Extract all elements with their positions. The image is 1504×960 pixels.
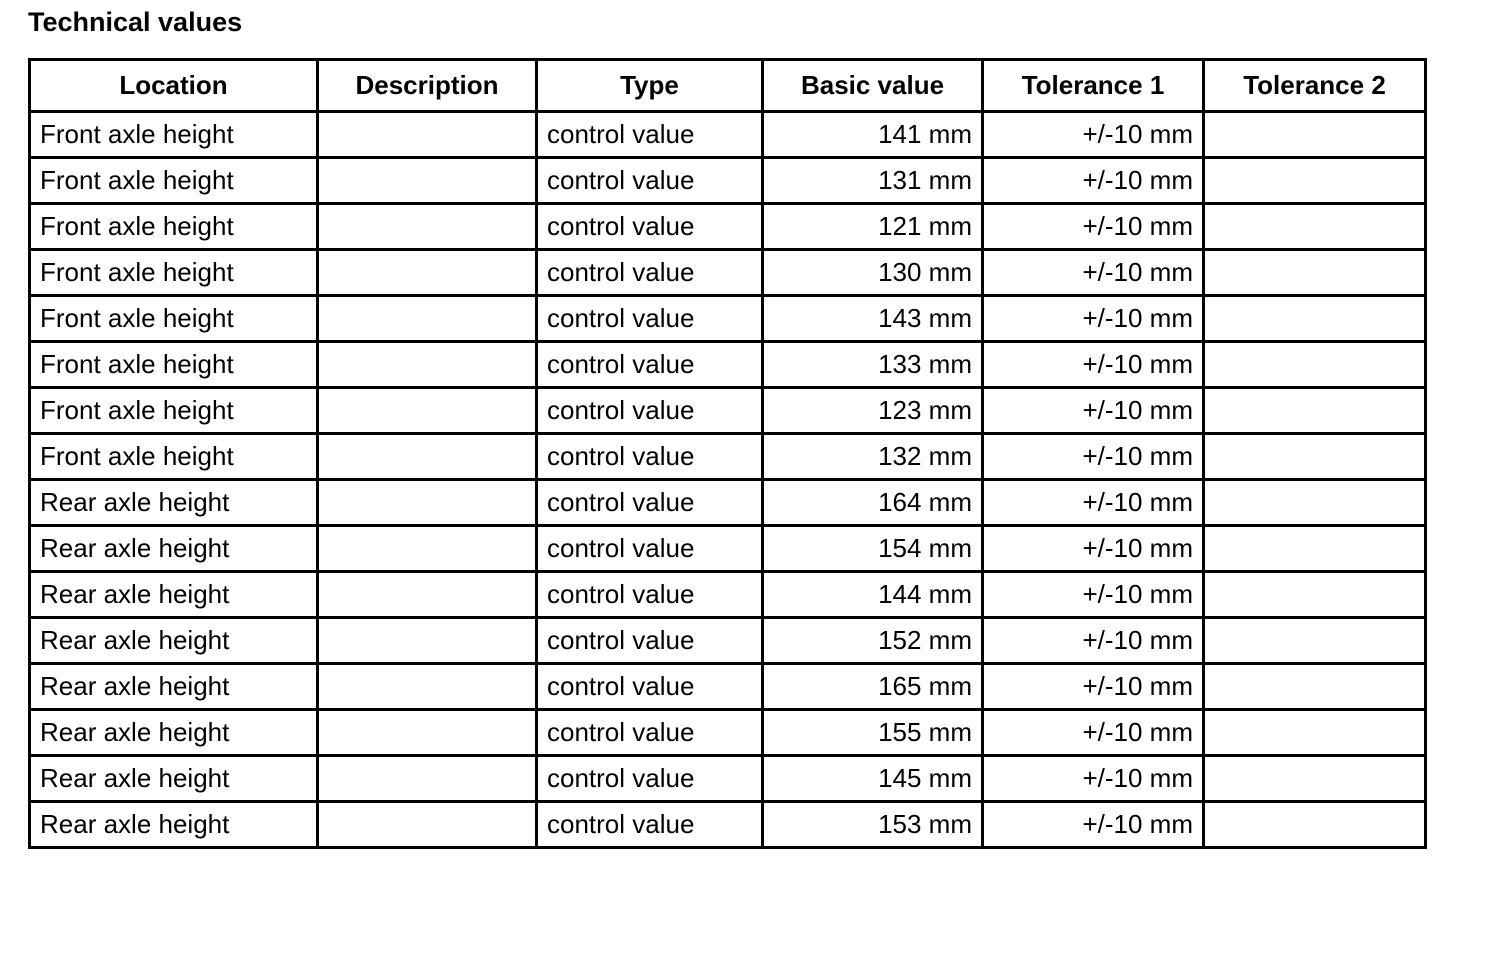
cell-description — [318, 388, 537, 434]
cell-tolerance-2 — [1204, 158, 1426, 204]
cell-location: Rear axle height — [30, 710, 318, 756]
cell-location: Rear axle height — [30, 572, 318, 618]
cell-description — [318, 112, 537, 158]
table-row — [30, 342, 1426, 388]
table-row — [30, 802, 1426, 848]
cell-description — [318, 756, 537, 802]
cell-location: Front axle height — [30, 158, 318, 204]
cell-tolerance-1: +/-10 mm — [983, 710, 1204, 756]
cell-tolerance-1: +/-10 mm — [983, 802, 1204, 848]
cell-tolerance-2 — [1204, 480, 1426, 526]
cell-location: Rear axle height — [30, 526, 318, 572]
cell-tolerance-1: +/-10 mm — [983, 342, 1204, 388]
cell-tolerance-2 — [1204, 434, 1426, 480]
cell-tolerance-1: +/-10 mm — [983, 250, 1204, 296]
table-row — [30, 434, 1426, 480]
table-row — [30, 158, 1426, 204]
table-row — [30, 388, 1426, 434]
table-row — [30, 710, 1426, 756]
column-header-location: Location — [30, 60, 318, 112]
cell-type: control value — [537, 756, 763, 802]
cell-tolerance-2 — [1204, 526, 1426, 572]
cell-tolerance-2 — [1204, 710, 1426, 756]
cell-basic-value: 144 mm — [763, 572, 983, 618]
cell-tolerance-2 — [1204, 204, 1426, 250]
cell-tolerance-1: +/-10 mm — [983, 204, 1204, 250]
cell-tolerance-1: +/-10 mm — [983, 388, 1204, 434]
column-header-tolerance-2: Tolerance 2 — [1204, 60, 1426, 112]
cell-type: control value — [537, 572, 763, 618]
table-row — [30, 250, 1426, 296]
cell-type: control value — [537, 342, 763, 388]
cell-location: Front axle height — [30, 250, 318, 296]
cell-location: Rear axle height — [30, 480, 318, 526]
cell-basic-value: 164 mm — [763, 480, 983, 526]
column-header-basic-value: Basic value — [763, 60, 983, 112]
cell-location: Rear axle height — [30, 664, 318, 710]
cell-tolerance-1: +/-10 mm — [983, 618, 1204, 664]
cell-location: Front axle height — [30, 204, 318, 250]
cell-tolerance-1: +/-10 mm — [983, 434, 1204, 480]
cell-type: control value — [537, 802, 763, 848]
cell-tolerance-1: +/-10 mm — [983, 526, 1204, 572]
table-row — [30, 664, 1426, 710]
cell-basic-value: 130 mm — [763, 250, 983, 296]
cell-location: Front axle height — [30, 388, 318, 434]
cell-basic-value: 154 mm — [763, 526, 983, 572]
cell-basic-value: 131 mm — [763, 158, 983, 204]
cell-tolerance-2 — [1204, 756, 1426, 802]
cell-type: control value — [537, 388, 763, 434]
cell-description — [318, 204, 537, 250]
cell-tolerance-1: +/-10 mm — [983, 572, 1204, 618]
cell-location: Front axle height — [30, 342, 318, 388]
cell-description — [318, 250, 537, 296]
cell-tolerance-2 — [1204, 250, 1426, 296]
table-row — [30, 756, 1426, 802]
column-header-tolerance-1: Tolerance 1 — [983, 60, 1204, 112]
cell-description — [318, 710, 537, 756]
cell-type: control value — [537, 618, 763, 664]
cell-description — [318, 664, 537, 710]
cell-tolerance-2 — [1204, 296, 1426, 342]
table-row — [30, 618, 1426, 664]
cell-description — [318, 158, 537, 204]
cell-tolerance-1: +/-10 mm — [983, 112, 1204, 158]
cell-description — [318, 342, 537, 388]
cell-basic-value: 121 mm — [763, 204, 983, 250]
cell-type: control value — [537, 112, 763, 158]
cell-description — [318, 618, 537, 664]
cell-basic-value: 133 mm — [763, 342, 983, 388]
cell-type: control value — [537, 204, 763, 250]
cell-tolerance-2 — [1204, 342, 1426, 388]
cell-location: Front axle height — [30, 434, 318, 480]
cell-basic-value: 141 mm — [763, 112, 983, 158]
cell-basic-value: 152 mm — [763, 618, 983, 664]
cell-basic-value: 123 mm — [763, 388, 983, 434]
cell-type: control value — [537, 480, 763, 526]
cell-basic-value: 153 mm — [763, 802, 983, 848]
cell-tolerance-1: +/-10 mm — [983, 664, 1204, 710]
cell-location: Front axle height — [30, 112, 318, 158]
page-title: Technical values — [28, 7, 243, 37]
cell-description — [318, 526, 537, 572]
cell-tolerance-2 — [1204, 618, 1426, 664]
cell-type: control value — [537, 434, 763, 480]
cell-description — [318, 480, 537, 526]
cell-tolerance-1: +/-10 mm — [983, 158, 1204, 204]
cell-basic-value: 165 mm — [763, 664, 983, 710]
cell-location: Rear axle height — [30, 802, 318, 848]
cell-tolerance-2 — [1204, 388, 1426, 434]
table-row — [30, 572, 1426, 618]
table-row — [30, 112, 1426, 158]
cell-location: Rear axle height — [30, 756, 318, 802]
cell-description — [318, 572, 537, 618]
cell-type: control value — [537, 158, 763, 204]
cell-description — [318, 802, 537, 848]
cell-tolerance-2 — [1204, 112, 1426, 158]
cell-location: Rear axle height — [30, 618, 318, 664]
cell-type: control value — [537, 526, 763, 572]
table-row — [30, 526, 1426, 572]
cell-basic-value: 145 mm — [763, 756, 983, 802]
table-row — [30, 480, 1426, 526]
cell-basic-value: 143 mm — [763, 296, 983, 342]
cell-tolerance-2 — [1204, 664, 1426, 710]
column-header-type: Type — [537, 60, 763, 112]
cell-tolerance-1: +/-10 mm — [983, 756, 1204, 802]
cell-type: control value — [537, 664, 763, 710]
cell-basic-value: 155 mm — [763, 710, 983, 756]
table-body — [30, 112, 1426, 848]
cell-basic-value: 132 mm — [763, 434, 983, 480]
technical-values-table — [28, 58, 1427, 849]
cell-tolerance-2 — [1204, 802, 1426, 848]
cell-tolerance-1: +/-10 mm — [983, 296, 1204, 342]
cell-type: control value — [537, 710, 763, 756]
cell-description — [318, 434, 537, 480]
cell-tolerance-2 — [1204, 572, 1426, 618]
cell-description — [318, 296, 537, 342]
table-row — [30, 204, 1426, 250]
cell-location: Front axle height — [30, 296, 318, 342]
table-header-row — [30, 60, 1426, 112]
column-header-description: Description — [318, 60, 537, 112]
table-row — [30, 296, 1426, 342]
cell-tolerance-1: +/-10 mm — [983, 480, 1204, 526]
cell-type: control value — [537, 296, 763, 342]
cell-type: control value — [537, 250, 763, 296]
